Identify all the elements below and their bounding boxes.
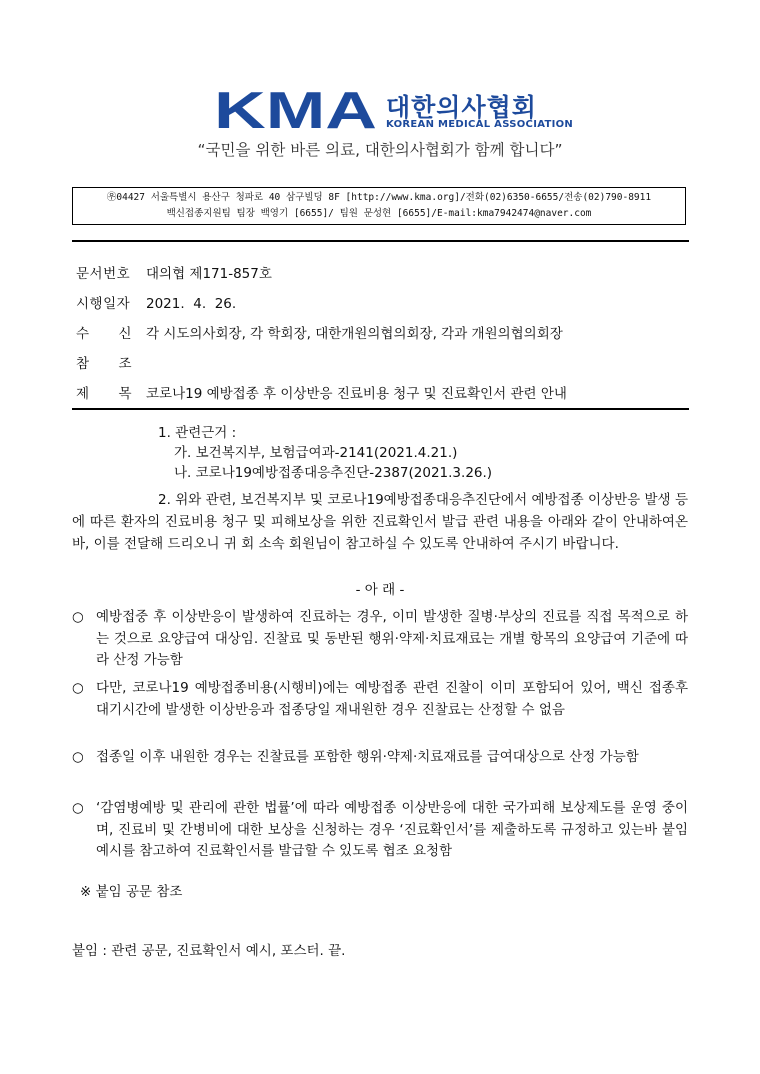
attachment-line: 붙임 : 관련 공문, 진료확인서 예시, 포스터. 끝.	[72, 943, 346, 959]
divider-bottom	[72, 408, 689, 410]
recipient-value: 각 시도의사회장, 각 학회장, 대한개원의협의회장, 각과 개원의협의회장	[146, 326, 563, 342]
bullet-item-4	[72, 798, 688, 863]
bullet-item-2	[72, 678, 688, 721]
subject-value: 코로나19 예방접종 후 이상반응 진료비용 청구 및 진료확인서 관련 안내	[146, 386, 567, 402]
date-label: 시행일자	[76, 296, 131, 312]
note: ※ 붙임 공문 참조	[80, 884, 183, 900]
below-heading: - 아 래 -	[355, 582, 405, 598]
subject-row	[76, 382, 567, 402]
paragraph-2: 2. 위와 관련, 보건복지부 및 코로나19예방접종대응추진단에서 예방접종 이상반응 발생 등에 따른 환자의 진료비용 청구 및 피해보상을 위한 진료확인서 발급 관련 내용을 아래와 같이 안내하여온바, 이를 전달해 드리오니 귀 회 소속 회원님이 참고하실 수 있도록 안내하여 주시기 바랍니다.	[72, 492, 688, 552]
bullet-text: 접종일 이후 내원한 경우는 진찰료를 포함한 행위·약제·치료재료를 급여대상으로 산정 가능함	[96, 749, 639, 765]
org-name-kr: 대한의사협회	[386, 93, 537, 122]
recipient-row	[76, 322, 563, 342]
doc-number-row	[76, 262, 272, 282]
slogan: “국민을 위한 바른 의료, 대한의사협회가 함께 합니다”	[197, 141, 563, 159]
bullet-text: ‘감염병예방 및 관리에 관한 법률’에 따라 예방접종 이상반응에 대한 국가피해 보상제도를 운영 중이며, 진료비 및 간병비에 대한 보상을 신청하는 경우 ‘진료확인서’를 제출하도록 규정하고 있는바 붙임 예시를 참고하여 진료확인서를 발급할 수 있도록 협조 요청함	[96, 800, 688, 859]
bullet-mark: ○	[72, 749, 84, 765]
recipient-label: 수 신	[76, 326, 132, 342]
org-logo	[214, 88, 634, 132]
basis-item-a: 가. 보건복지부, 보험급여과-2141(2021.4.21.)	[174, 445, 458, 461]
bullet-mark: ○	[72, 800, 84, 816]
address-box	[72, 187, 686, 225]
bullet-mark: ○	[72, 609, 84, 625]
doc-number: 대의협 제171-857호	[146, 266, 272, 282]
bullet-item-3	[72, 747, 688, 769]
address-line-2: 백신접종지원팀 팀장 백영기 [6655]/ 팀원 문성현 [6655]/E-mail:kma7942474@naver.com	[166, 208, 592, 219]
bullet-text: 예방접중 후 이상반응이 발생하여 진료하는 경우, 이미 발생한 질병·부상의 진료를 직접 목적으로 하는 것으로 요양급여 대상임. 진찰료 및 동반된 행위·약제·치료재료는 개별 항목의 요양급여 기준에 따라 산정 가능함	[96, 609, 688, 668]
address-line-1: ㉾04427 서울특별시 용산구 청파로 40 삼구빌딩 8F [http://www.kma.org]/전화(02)6350-6655/전송(02)790-8911	[106, 192, 652, 203]
kma-logo-icon	[214, 88, 379, 130]
logo-text: KMA	[214, 88, 377, 130]
bullet-item-1	[72, 607, 688, 672]
bullet-text: 다만, 코로나19 예방접종비용(시행비)에는 예방접종 관련 진찰이 이미 포함되어 있어, 백신 접종후 대기시간에 발생한 이상반응과 접종당일 재내원한 경우 진찰료는 산정할 수 없음	[96, 680, 688, 718]
divider-top	[72, 240, 689, 242]
date-value: 2021. 4. 26.	[146, 296, 237, 312]
basis-item-b: 나. 코로나19예방접종대응추진단-2387(2021.3.26.)	[174, 465, 493, 481]
date-row	[76, 292, 236, 312]
doc-number-label: 문서번호	[76, 266, 131, 282]
bullet-mark: ○	[72, 680, 84, 696]
org-name-en: KOREAN MEDICAL ASSOCIATION	[386, 119, 574, 130]
reference-label: 참 조	[76, 356, 132, 372]
basis-title: 1. 관련근거 :	[158, 425, 237, 441]
subject-label: 제 목	[76, 386, 132, 402]
reference-row	[76, 352, 146, 372]
